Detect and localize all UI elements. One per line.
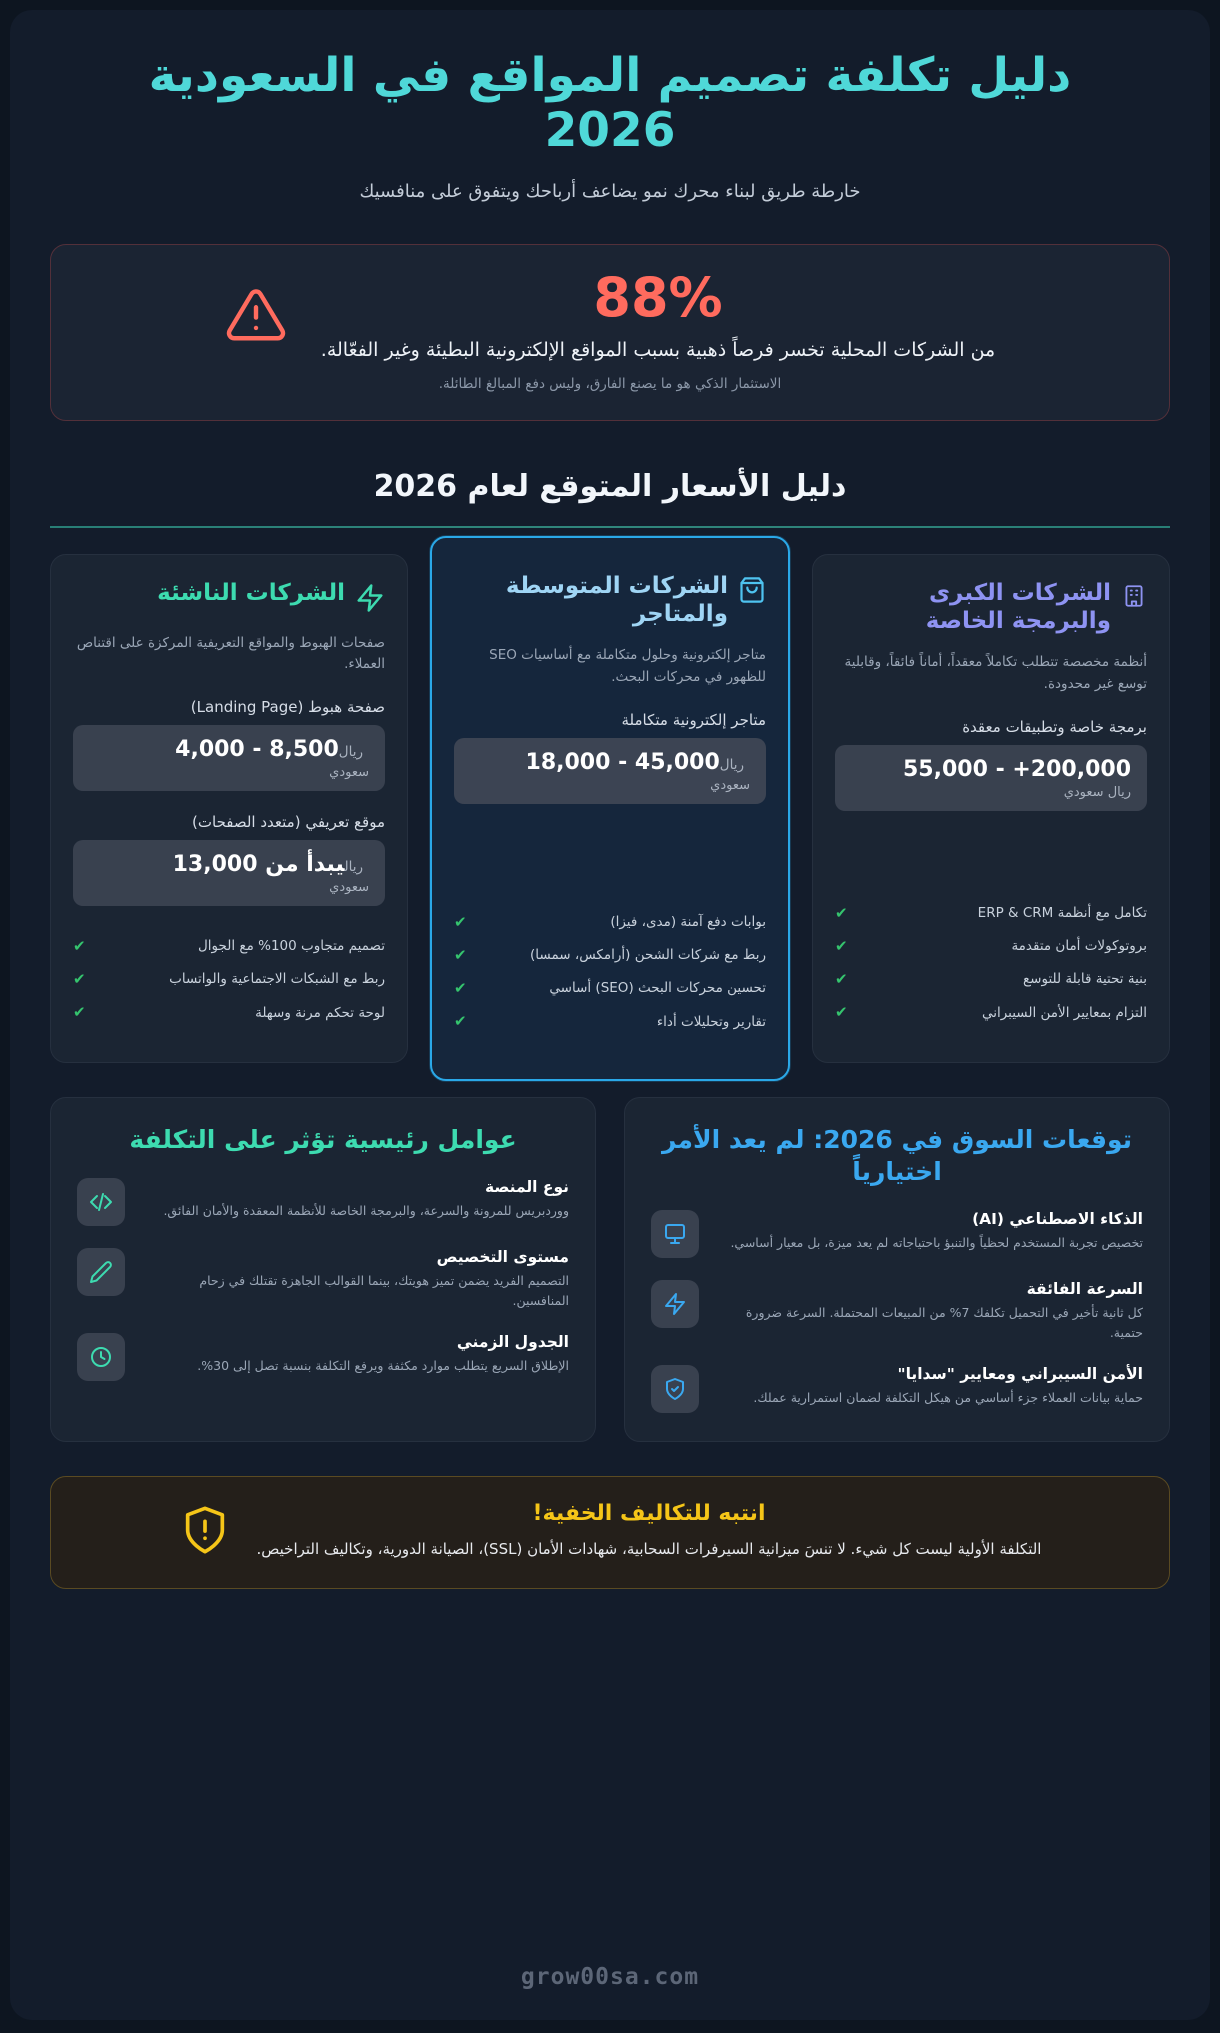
clock-icon xyxy=(77,1333,125,1381)
price-box xyxy=(454,738,766,804)
price-unit-secondary: ريال سعودي xyxy=(1063,784,1131,800)
price-unit: ريال xyxy=(719,756,744,773)
price-value: يبدأ من 13,000 xyxy=(172,852,345,878)
price-label: متاجر إلكترونية متكاملة xyxy=(621,710,766,729)
statistic-alert-box xyxy=(50,244,1170,421)
card-title: الشركات الكبرى والبرمجة الخاصة xyxy=(925,579,1111,635)
feature-list xyxy=(454,882,766,1045)
price-box xyxy=(73,840,385,906)
price-box xyxy=(73,725,385,791)
list-item xyxy=(651,1365,1143,1413)
warning-text-block xyxy=(257,1501,1042,1561)
list-item xyxy=(651,1210,1143,1258)
statistic-statement: من الشركات المحلية تخسر فرصاً ذهبية بسبب المواقع الإلكترونية البطيئة وغير الفعّالة. xyxy=(320,338,996,361)
price-label: برمجة خاصة وتطبيقات معقدة xyxy=(962,717,1147,736)
check-icon: ✔ xyxy=(454,979,467,998)
list-item-body xyxy=(715,1365,1143,1408)
panel-cost-factors xyxy=(50,1097,596,1443)
list-item xyxy=(835,903,1147,923)
card-title: الشركات الناشئة xyxy=(157,579,345,606)
feature-label: ربط مع الشبكات الاجتماعية والواتساب xyxy=(169,971,385,988)
lightning-bolt-icon xyxy=(355,579,385,617)
feature-label: تصميم متجاوب 100% مع الجوال xyxy=(197,938,385,955)
pricing-card-large[interactable] xyxy=(812,554,1170,1063)
building-icon xyxy=(1121,579,1147,613)
item-description: الإطلاق السريع يتطلب موارد مكثفة ويرفع التكلفة بنسبة تصل إلى 30%. xyxy=(197,1358,569,1374)
check-icon: ✔ xyxy=(73,936,86,955)
warning-row xyxy=(81,1501,1139,1561)
feature-list xyxy=(835,873,1147,1036)
feature-label: تحسين محركات البحث (SEO) أساسي xyxy=(549,980,766,997)
pricing-section-title: دليل الأسعار المتوقع لعام 2026 xyxy=(373,468,847,504)
check-icon: ✔ xyxy=(835,970,848,989)
warning-text: التكلفة الأولية ليست كل شيء. لا تنسَ ميزانية السيرفرات السحابية، شهادات الأمان (SSL)، الصيانة الدورية، وتكاليف التراخيص. xyxy=(256,1540,1042,1559)
statistic-percent: 88% xyxy=(593,265,723,329)
feature-label: تقارير وتحليلات أداء xyxy=(656,1013,766,1030)
insight-panels xyxy=(50,1097,1170,1443)
check-icon: ✔ xyxy=(73,970,86,989)
pricing-cards xyxy=(50,554,1170,1063)
check-icon: ✔ xyxy=(73,1003,86,1022)
list-item xyxy=(454,1012,766,1032)
item-title: السرعة الفائقة xyxy=(1026,1279,1143,1298)
header xyxy=(50,10,1170,202)
price-label: موقع تعريفي (متعدد الصفحات) xyxy=(192,813,385,832)
item-title: الجدول الزمني xyxy=(456,1333,569,1352)
alert-text-block xyxy=(320,265,996,364)
price-unit: ريال xyxy=(338,744,363,761)
list-item xyxy=(73,1003,385,1023)
feature-label: لوحة تحكم مرنة وسهلة xyxy=(255,1004,385,1021)
footer-watermark: grow00sa.com xyxy=(520,1964,700,1990)
item-description: التصميم الفريد يضمن تميز هويتك، بينما القوالب الجاهزة تقتلك في زحام المنافسين. xyxy=(199,1272,569,1309)
price-unit-secondary: سعودي xyxy=(710,777,750,793)
price-value: 45,000 - 18,000 xyxy=(525,749,720,775)
item-description: ووردبريس للمرونة والسرعة، والبرمجة الخاصة للأنظمة المعقدة والأمان الفائق. xyxy=(163,1202,569,1218)
price-unit: ريال xyxy=(344,859,363,876)
item-title: الذكاء الاصطناعي (AI) xyxy=(972,1209,1143,1228)
check-icon: ✔ xyxy=(835,936,848,955)
panel-market-forecast xyxy=(624,1097,1170,1443)
feature-label: تكامل مع أنظمة ERP & CRM xyxy=(977,904,1147,921)
warning-triangle-icon xyxy=(225,284,287,350)
card-description: صفحات الهبوط والمواقع التعريفية المركزة على اقتناص العملاء. xyxy=(76,634,385,673)
pricing-card-startups[interactable] xyxy=(50,554,408,1063)
item-description: كل ثانية تأخير في التحميل تكلفك 7% من المبيعات المحتملة. السرعة ضرورة حتمية. xyxy=(745,1304,1143,1341)
price-unit-secondary: سعودي xyxy=(329,765,369,781)
price-value: 200,000+ - 55,000 xyxy=(903,756,1131,782)
pricing-card-medium[interactable] xyxy=(430,536,790,1081)
check-icon: ✔ xyxy=(454,945,467,964)
check-icon: ✔ xyxy=(454,1012,467,1031)
list-item xyxy=(77,1178,569,1226)
card-title: الشركات المتوسطة والمتاجر xyxy=(505,572,728,628)
list-item xyxy=(835,1003,1147,1023)
check-icon: ✔ xyxy=(835,1003,848,1022)
pencil-icon xyxy=(77,1248,125,1296)
list-item xyxy=(77,1248,569,1312)
list-item-body xyxy=(715,1210,1143,1253)
price-unit-secondary: سعودي xyxy=(329,880,369,896)
list-item xyxy=(835,936,1147,956)
card-header xyxy=(73,579,385,617)
feature-label: بوابات دفع آمنة (مدى، فيزا) xyxy=(610,913,766,930)
feature-list xyxy=(73,906,385,1036)
code-brackets-icon xyxy=(77,1178,125,1226)
statistic-note: الاستثمار الذكي هو ما يصنع الفارق، وليس دفع المبالغ الطائلة. xyxy=(438,375,782,392)
list-item-body xyxy=(141,1333,569,1376)
shield-alert-icon xyxy=(179,1504,231,1560)
panel-title: عوامل رئيسية تؤثر على التكلفة xyxy=(129,1124,517,1154)
item-description: حماية بيانات العملاء جزء أساسي من هيكل التكلفة لضمان استمرارية عملك. xyxy=(753,1390,1143,1406)
card-header xyxy=(835,579,1147,637)
price-value: 8,500 - 4,000 xyxy=(175,737,339,763)
item-title: مستوى التخصيص xyxy=(436,1247,569,1266)
feature-label: التزام بمعايير الأمن السيبراني xyxy=(981,1004,1147,1021)
page-title: دليل تكلفة تصميم المواقع في السعودية 2026 xyxy=(148,48,1072,159)
check-icon: ✔ xyxy=(454,912,467,931)
warning-title: انتبه للتكاليف الخفية! xyxy=(532,1501,766,1527)
feature-label: ربط مع شركات الشحن (أرامكس، سمسا) xyxy=(530,947,766,964)
list-item xyxy=(454,945,766,965)
list-item xyxy=(454,912,766,932)
item-description: تخصيص تجربة المستخدم لحظياً والتنبؤ باحتياجاته لم يعد ميزة، بل معيار أساسي. xyxy=(730,1234,1143,1250)
infographic-canvas xyxy=(10,10,1210,2020)
card-description: متاجر إلكترونية وحلول متكاملة مع أساسيات SEO للظهور في محركات البحث. xyxy=(489,647,766,685)
page-subtitle: خارطة طريق لبناء محرك نمو يضاعف أرباحك ويتفوق على منافسيك xyxy=(359,180,861,202)
item-title: نوع المنصة xyxy=(484,1177,569,1196)
list-item-body xyxy=(141,1248,569,1312)
card-description: أنظمة مخصصة تتطلب تكاملاً معقداً، أماناً فائقاً، وقابلية توسع غير محدودة. xyxy=(844,654,1147,692)
lightning-bolt-icon xyxy=(651,1280,699,1328)
list-item xyxy=(73,936,385,956)
feature-label: بروتوكولات أمان متقدمة xyxy=(1011,938,1147,955)
monitor-icon xyxy=(651,1210,699,1258)
card-header xyxy=(454,572,766,630)
price-label: صفحة هبوط (Landing Page) xyxy=(190,698,385,717)
shield-check-icon xyxy=(651,1365,699,1413)
list-item xyxy=(77,1333,569,1381)
item-title: الأمن السيبراني ومعايير "سدايا" xyxy=(897,1365,1143,1384)
list-item xyxy=(73,969,385,989)
check-icon: ✔ xyxy=(835,903,848,922)
shopping-bag-icon xyxy=(738,572,766,608)
feature-label: بنية تحتية قابلة للتوسع xyxy=(1022,971,1147,988)
list-item xyxy=(651,1280,1143,1344)
list-item xyxy=(835,969,1147,989)
alert-row xyxy=(85,265,1135,364)
hidden-costs-warning-box xyxy=(50,1476,1170,1588)
list-item xyxy=(454,978,766,998)
price-box xyxy=(835,745,1147,811)
panel-title: توقعات السوق في 2026: لم يعد الأمر اختيارياً xyxy=(661,1124,1133,1186)
list-item-body xyxy=(715,1280,1143,1344)
section-divider xyxy=(50,526,1170,528)
list-item-body xyxy=(141,1178,569,1221)
